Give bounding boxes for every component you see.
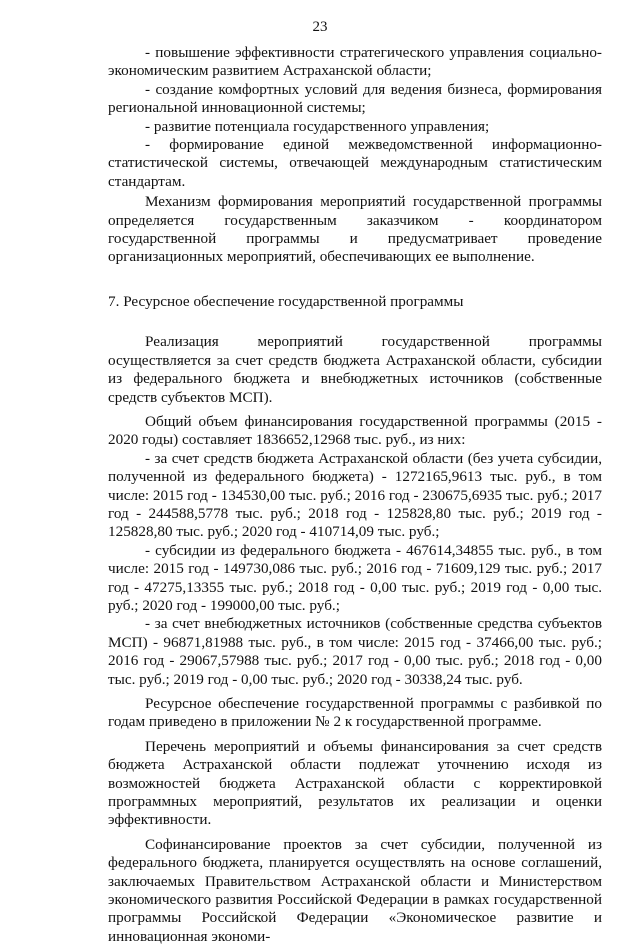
goal-item-4: - формирование единой межведомственной информационно-статистической системы, отвечающей международным статистическим стандартам.	[108, 136, 602, 190]
page-number: 23	[312, 19, 328, 35]
federal-subsidy-paragraph: - субсидии из федерального бюджета - 467614,34855 тыс. руб., в том числе: 2015 год - 149730,086 тыс. руб.; 2016 год - 71609,129 тыс. руб.; 2017 год - 47275,13355 тыс. руб.; 2018 год - 0,00 тыс. руб.; 2019 год - 0,00 тыс. руб.; 2020 год - 199000,00 тыс. руб.;	[108, 541, 602, 614]
goal-item-1: - повышение эффективности стратегического управления социально-экономическим развитием Астраханской области;	[108, 44, 602, 80]
extrabudgetary-paragraph: - за счет внебюджетных источников (собственные средства субъектов МСП) - 96871,81988 тыс. руб., в том числе: 2015 год - 37466,00 тыс. руб.; 2016 год - 29067,57988 тыс. руб.; 2017 год - 0,00 тыс. руб.; 2018 год - 0,00 тыс. руб.; 2019 год - 0,00 тыс. руб.; 2020 год - 30338,24 тыс. руб.	[108, 615, 602, 688]
goal-item-3: - развитие потенциала государственного управления;	[145, 117, 490, 135]
funding-sources-paragraph: Реализация мероприятий государственной программы осуществляется за счет средств бюджета Астраханской области, субсидии из федерального бюджета и внебюджетных источников (собственные средств субъектов МСП).	[108, 333, 602, 406]
mechanism-paragraph: Механизм формирования мероприятий государственной программы определяется государственным заказчиком - координатором государственной программы и предусматривает проведение организационных мероприятий, обеспечивающих ее выполнение.	[108, 193, 602, 266]
total-funding-paragraph: Общий объем финансирования государственной программы (2015 - 2020 годы) составляет 1836652,12968 тыс. руб., из них:	[108, 412, 602, 449]
regional-budget-paragraph: - за счет средств бюджета Астраханской области (без учета субсидии, полученной из федерального бюджета) - 1272165,9613 тыс. руб., в том числе: 2015 год - 134530,00 тыс. руб.; 2016 год - 230675,6935 тыс. руб.; 2017 год - 244588,5778 тыс. руб.; 2018 год - 125828,80 тыс. руб.; 2019 год - 125828,80 тыс. руб.; 2020 год - 410714,09 тыс. руб.;	[108, 449, 602, 541]
adjustment-paragraph: Перечень мероприятий и объемы финансирования за счет средств бюджета Астраханской области подлежат уточнению исходя из возможностей бюджета Астраханской области с корректировкой программных мероприятий, результатов их реализации и оценки эффективности.	[108, 737, 602, 829]
document-body	[108, 44, 602, 946]
goal-item-2: - создание комфортных условий для ведения бизнеса, формирования региональной инновационной системы;	[108, 80, 602, 117]
cofinancing-paragraph: Софинансирование проектов за счет субсидии, полученной из федерального бюджета, планируется осуществлять на основе соглашений, заключаемых Правительством Астраханской области и Министерством экономического развития Российской Федерации в рамках государственной программы Российской Федерации «Экономическое развитие и инновационная экономи-	[108, 835, 602, 945]
section-heading: 7. Ресурсное обеспечение государственной программы	[108, 292, 464, 310]
appendix-reference-paragraph: Ресурсное обеспечение государственной программы с разбивкой по годам приведено в приложении № 2 к государственной программе.	[108, 695, 602, 731]
